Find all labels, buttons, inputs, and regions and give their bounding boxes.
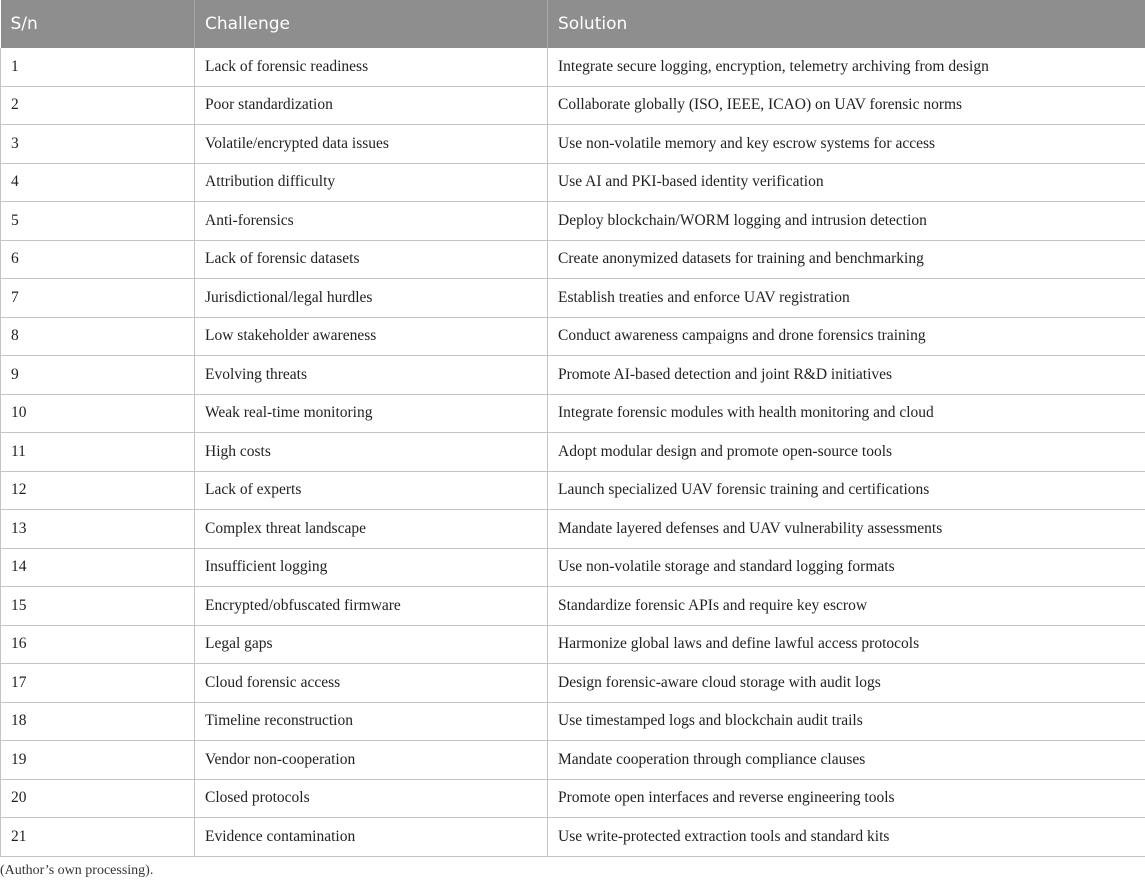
cell-challenge: Insufficient logging [195,548,548,587]
cell-solution: Use AI and PKI-based identity verification [548,163,1145,202]
cell-challenge: Timeline reconstruction [195,702,548,741]
cell-challenge: Legal gaps [195,625,548,664]
cell-solution: Mandate cooperation through compliance clauses [548,741,1145,780]
cell-challenge: Cloud forensic access [195,664,548,703]
cell-sn: 8 [1,317,195,356]
cell-sn: 19 [1,741,195,780]
table-row [1,471,1145,510]
cell-challenge: Complex threat landscape [195,510,548,549]
table-row [1,664,1145,703]
cell-sn: 14 [1,548,195,587]
cell-sn: 15 [1,587,195,626]
table-row [1,433,1145,472]
header-solution: Solution [548,0,1145,48]
cell-sn: 3 [1,125,195,164]
cell-solution: Promote open interfaces and reverse engineering tools [548,779,1145,818]
cell-solution: Mandate layered defenses and UAV vulnerability assessments [548,510,1145,549]
cell-challenge: Anti-forensics [195,202,548,241]
table-row [1,702,1145,741]
cell-solution: Promote AI-based detection and joint R&D initiatives [548,356,1145,395]
header-row [1,0,1145,48]
cell-sn: 1 [1,48,195,86]
cell-challenge: Lack of experts [195,471,548,510]
cell-solution: Deploy blockchain/WORM logging and intrusion detection [548,202,1145,241]
header-challenge: Challenge [195,0,548,48]
table-row [1,625,1145,664]
cell-sn: 2 [1,86,195,125]
cell-solution: Design forensic-aware cloud storage with audit logs [548,664,1145,703]
table-row [1,510,1145,549]
table-caption: (Author’s own processing). [0,862,154,878]
cell-solution: Use write-protected extraction tools and standard kits [548,818,1145,857]
cell-challenge: Low stakeholder awareness [195,317,548,356]
cell-solution: Integrate forensic modules with health monitoring and cloud [548,394,1145,433]
table-row [1,202,1145,241]
cell-sn: 11 [1,433,195,472]
cell-sn: 9 [1,356,195,395]
cell-solution: Standardize forensic APIs and require key escrow [548,587,1145,626]
cell-challenge: Lack of forensic readiness [195,48,548,86]
cell-solution: Integrate secure logging, encryption, telemetry archiving from design [548,48,1145,86]
cell-sn: 5 [1,202,195,241]
table-row [1,48,1145,86]
table-row [1,587,1145,626]
table-row [1,741,1145,780]
cell-challenge: Vendor non-cooperation [195,741,548,780]
cell-sn: 13 [1,510,195,549]
cell-solution: Use non-volatile storage and standard logging formats [548,548,1145,587]
table-body [1,48,1145,856]
table-row [1,240,1145,279]
cell-challenge: Attribution difficulty [195,163,548,202]
cell-challenge: Evolving threats [195,356,548,395]
cell-sn: 6 [1,240,195,279]
cell-solution: Establish treaties and enforce UAV registration [548,279,1145,318]
table-row [1,317,1145,356]
cell-sn: 18 [1,702,195,741]
header-sn: S/n [1,0,195,48]
table-row [1,548,1145,587]
cell-sn: 7 [1,279,195,318]
table-row [1,279,1145,318]
cell-solution: Launch specialized UAV forensic training and certifications [548,471,1145,510]
table-row [1,394,1145,433]
cell-solution: Harmonize global laws and define lawful access protocols [548,625,1145,664]
cell-solution: Use non-volatile memory and key escrow systems for access [548,125,1145,164]
cell-challenge: Weak real-time monitoring [195,394,548,433]
table-row [1,86,1145,125]
cell-sn: 4 [1,163,195,202]
table-row [1,125,1145,164]
cell-sn: 17 [1,664,195,703]
cell-challenge: Poor standardization [195,86,548,125]
cell-sn: 21 [1,818,195,857]
table-row [1,818,1145,857]
cell-solution: Collaborate globally (ISO, IEEE, ICAO) on UAV forensic norms [548,86,1145,125]
cell-solution: Use timestamped logs and blockchain audit trails [548,702,1145,741]
cell-sn: 10 [1,394,195,433]
cell-sn: 20 [1,779,195,818]
table-row [1,163,1145,202]
cell-sn: 12 [1,471,195,510]
cell-challenge: Encrypted/obfuscated firmware [195,587,548,626]
cell-challenge: Volatile/encrypted data issues [195,125,548,164]
cell-challenge: Lack of forensic datasets [195,240,548,279]
table-header [1,0,1145,48]
cell-solution: Adopt modular design and promote open-source tools [548,433,1145,472]
cell-challenge: Jurisdictional/legal hurdles [195,279,548,318]
cell-challenge: Closed protocols [195,779,548,818]
cell-solution: Create anonymized datasets for training and benchmarking [548,240,1145,279]
cell-solution: Conduct awareness campaigns and drone forensics training [548,317,1145,356]
table-row [1,779,1145,818]
table-row [1,356,1145,395]
cell-challenge: Evidence contamination [195,818,548,857]
cell-challenge: High costs [195,433,548,472]
cell-sn: 16 [1,625,195,664]
